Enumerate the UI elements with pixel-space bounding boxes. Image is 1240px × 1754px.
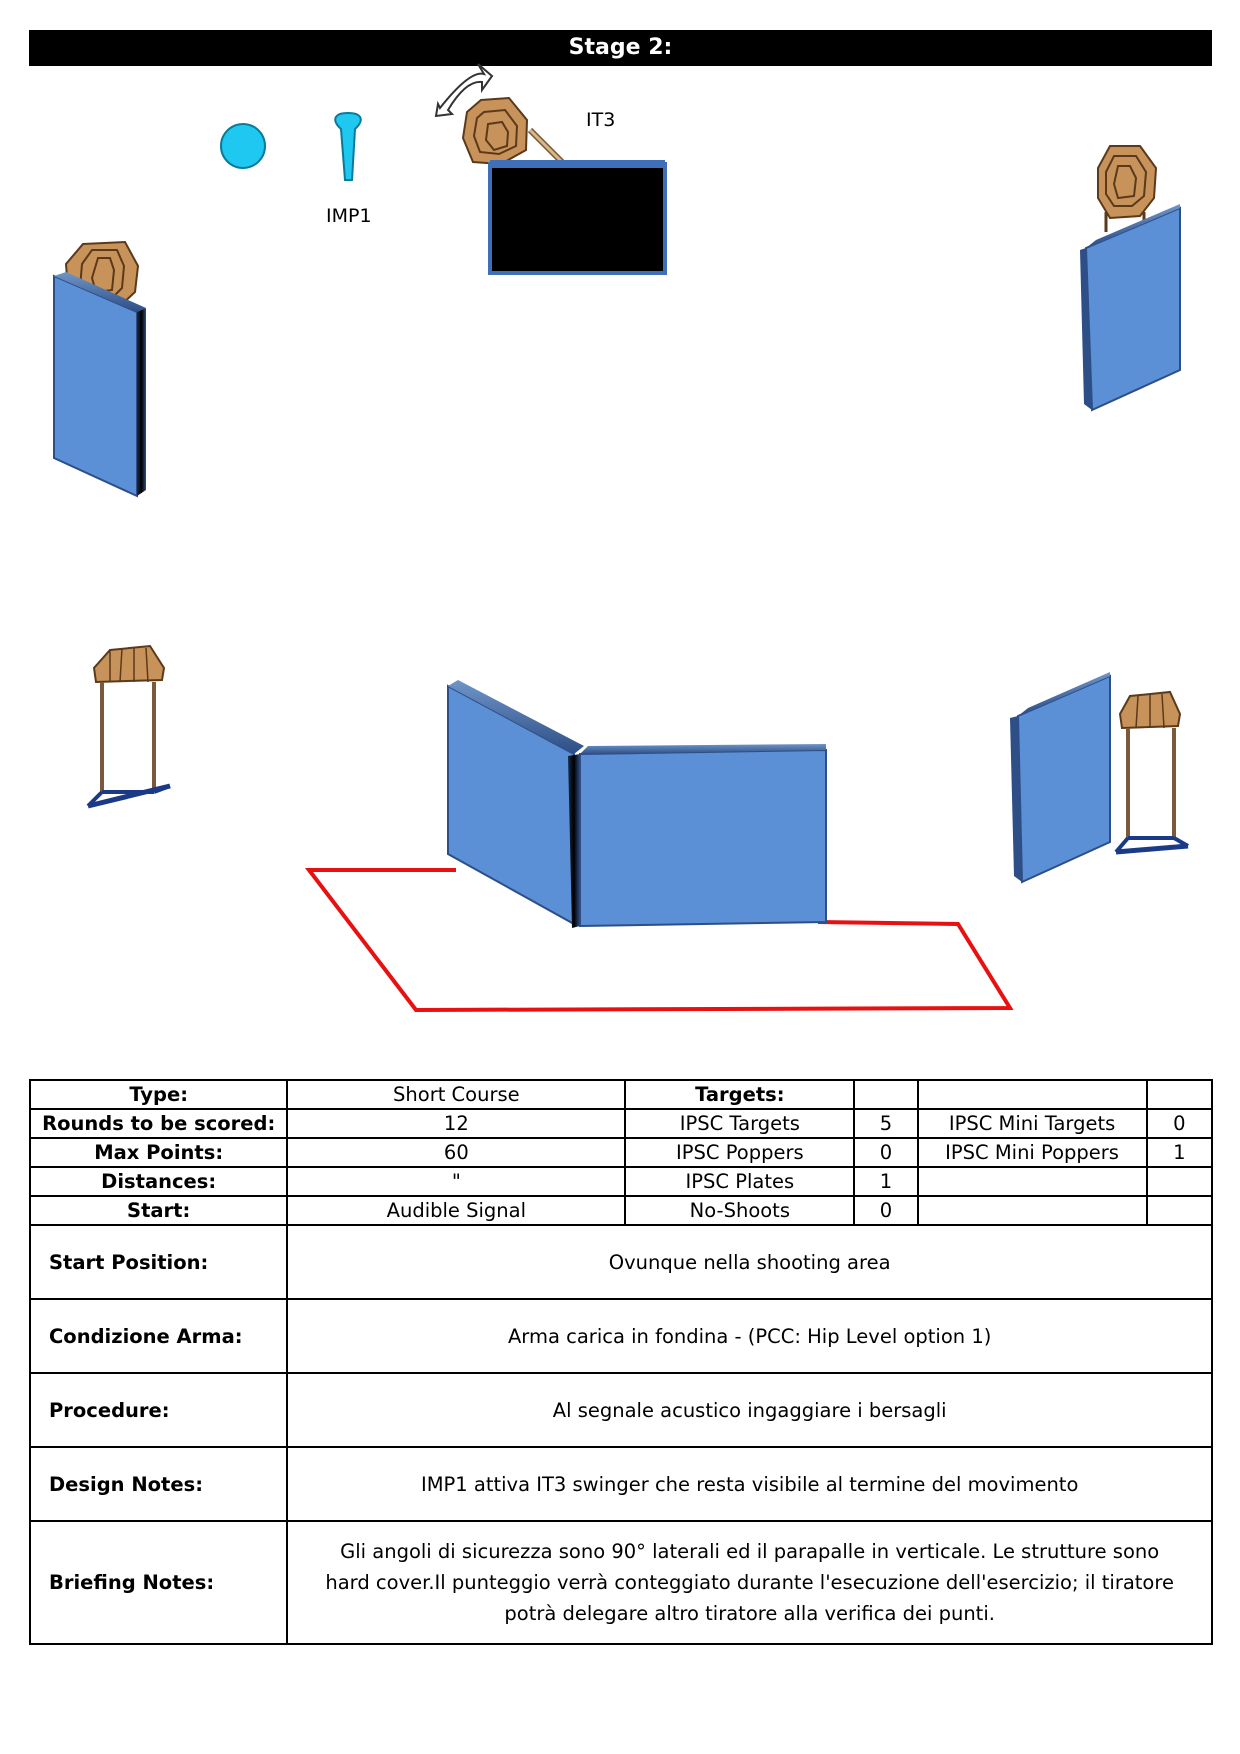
distances-value: " — [287, 1167, 625, 1196]
noshoots-value: 0 — [854, 1196, 917, 1225]
ipsc-plates-label: IPSC Plates — [625, 1167, 854, 1196]
condizione-value: Arma carica in fondina - (PCC: Hip Level option 1) — [287, 1299, 1212, 1373]
stage-info-table — [29, 1079, 1213, 1645]
row-rounds — [30, 1109, 1212, 1138]
noshoots-label: No-Shoots — [625, 1196, 854, 1225]
ipsc-targets-value: 5 — [854, 1109, 917, 1138]
ipsc-targets-label: IPSC Targets — [625, 1109, 854, 1138]
start-label: Start: — [30, 1196, 287, 1225]
procedure-label: Procedure: — [30, 1373, 287, 1447]
row-maxpoints — [30, 1138, 1212, 1167]
target-left-stand — [88, 646, 170, 806]
mini-targets-value: 0 — [1147, 1109, 1212, 1138]
mini-popper-imp1 — [335, 113, 361, 180]
distances-label: Distances: — [30, 1167, 287, 1196]
start-position-value: Ovunque nella shooting area — [287, 1225, 1212, 1299]
start-position-label: Start Position: — [30, 1225, 287, 1299]
procedure-value: Al segnale acustico ingaggiare i bersagli — [287, 1373, 1212, 1447]
maxpts-label: Max Points: — [30, 1138, 287, 1167]
wall-left-upper — [54, 276, 137, 496]
target-right-upper — [1098, 146, 1156, 218]
briefing-label: Briefing Notes: — [30, 1521, 287, 1644]
row-procedure — [30, 1373, 1212, 1447]
condizione-label: Condizione Arma: — [30, 1299, 287, 1373]
row-design — [30, 1447, 1212, 1521]
mini-poppers-value: 1 — [1147, 1138, 1212, 1167]
ipsc-plates-value: 1 — [854, 1167, 917, 1196]
briefing-value: Gli angoli di sicurezza sono 90° laterali ed il parapalle in verticale. Le strutture sono hard cover.Il punteggio verrà conteggiato durante l'esecuzione dell'esercizio; il tiratore potrà delegare altro tiratore alla verifica dei punti. — [287, 1521, 1212, 1644]
maxpts-value: 60 — [287, 1138, 625, 1167]
row-type — [30, 1080, 1212, 1109]
ipsc-poppers-label: IPSC Poppers — [625, 1138, 854, 1167]
rounds-label: Rounds to be scored: — [30, 1109, 287, 1138]
design-label: Design Notes: — [30, 1447, 287, 1521]
it3-target — [463, 98, 527, 164]
target-right-stand — [1116, 692, 1188, 852]
mini-targets-label: IPSC Mini Targets — [918, 1109, 1147, 1138]
popper-disc — [221, 124, 265, 168]
ipsc-poppers-value: 0 — [854, 1138, 917, 1167]
row-distances — [30, 1167, 1212, 1196]
wall-center-right — [580, 750, 826, 926]
rounds-value: 12 — [287, 1109, 625, 1138]
design-value: IMP1 attiva IT3 swinger che resta visibile al termine del movimento — [287, 1447, 1212, 1521]
window-wall — [490, 164, 665, 273]
row-start-position — [30, 1225, 1212, 1299]
row-briefing — [30, 1521, 1212, 1644]
type-label: Type: — [30, 1080, 287, 1109]
row-condizione — [30, 1299, 1212, 1373]
it3-label: IT3 — [586, 109, 616, 131]
mini-poppers-label: IPSC Mini Poppers — [918, 1138, 1147, 1167]
imp1-label: IMP1 — [326, 205, 372, 227]
stage-title: Stage 2: — [29, 30, 1212, 66]
start-value: Audible Signal — [287, 1196, 625, 1225]
row-start — [30, 1196, 1212, 1225]
type-value: Short Course — [287, 1080, 625, 1109]
targets-label: Targets: — [625, 1080, 854, 1109]
wall-center-left — [448, 686, 574, 924]
